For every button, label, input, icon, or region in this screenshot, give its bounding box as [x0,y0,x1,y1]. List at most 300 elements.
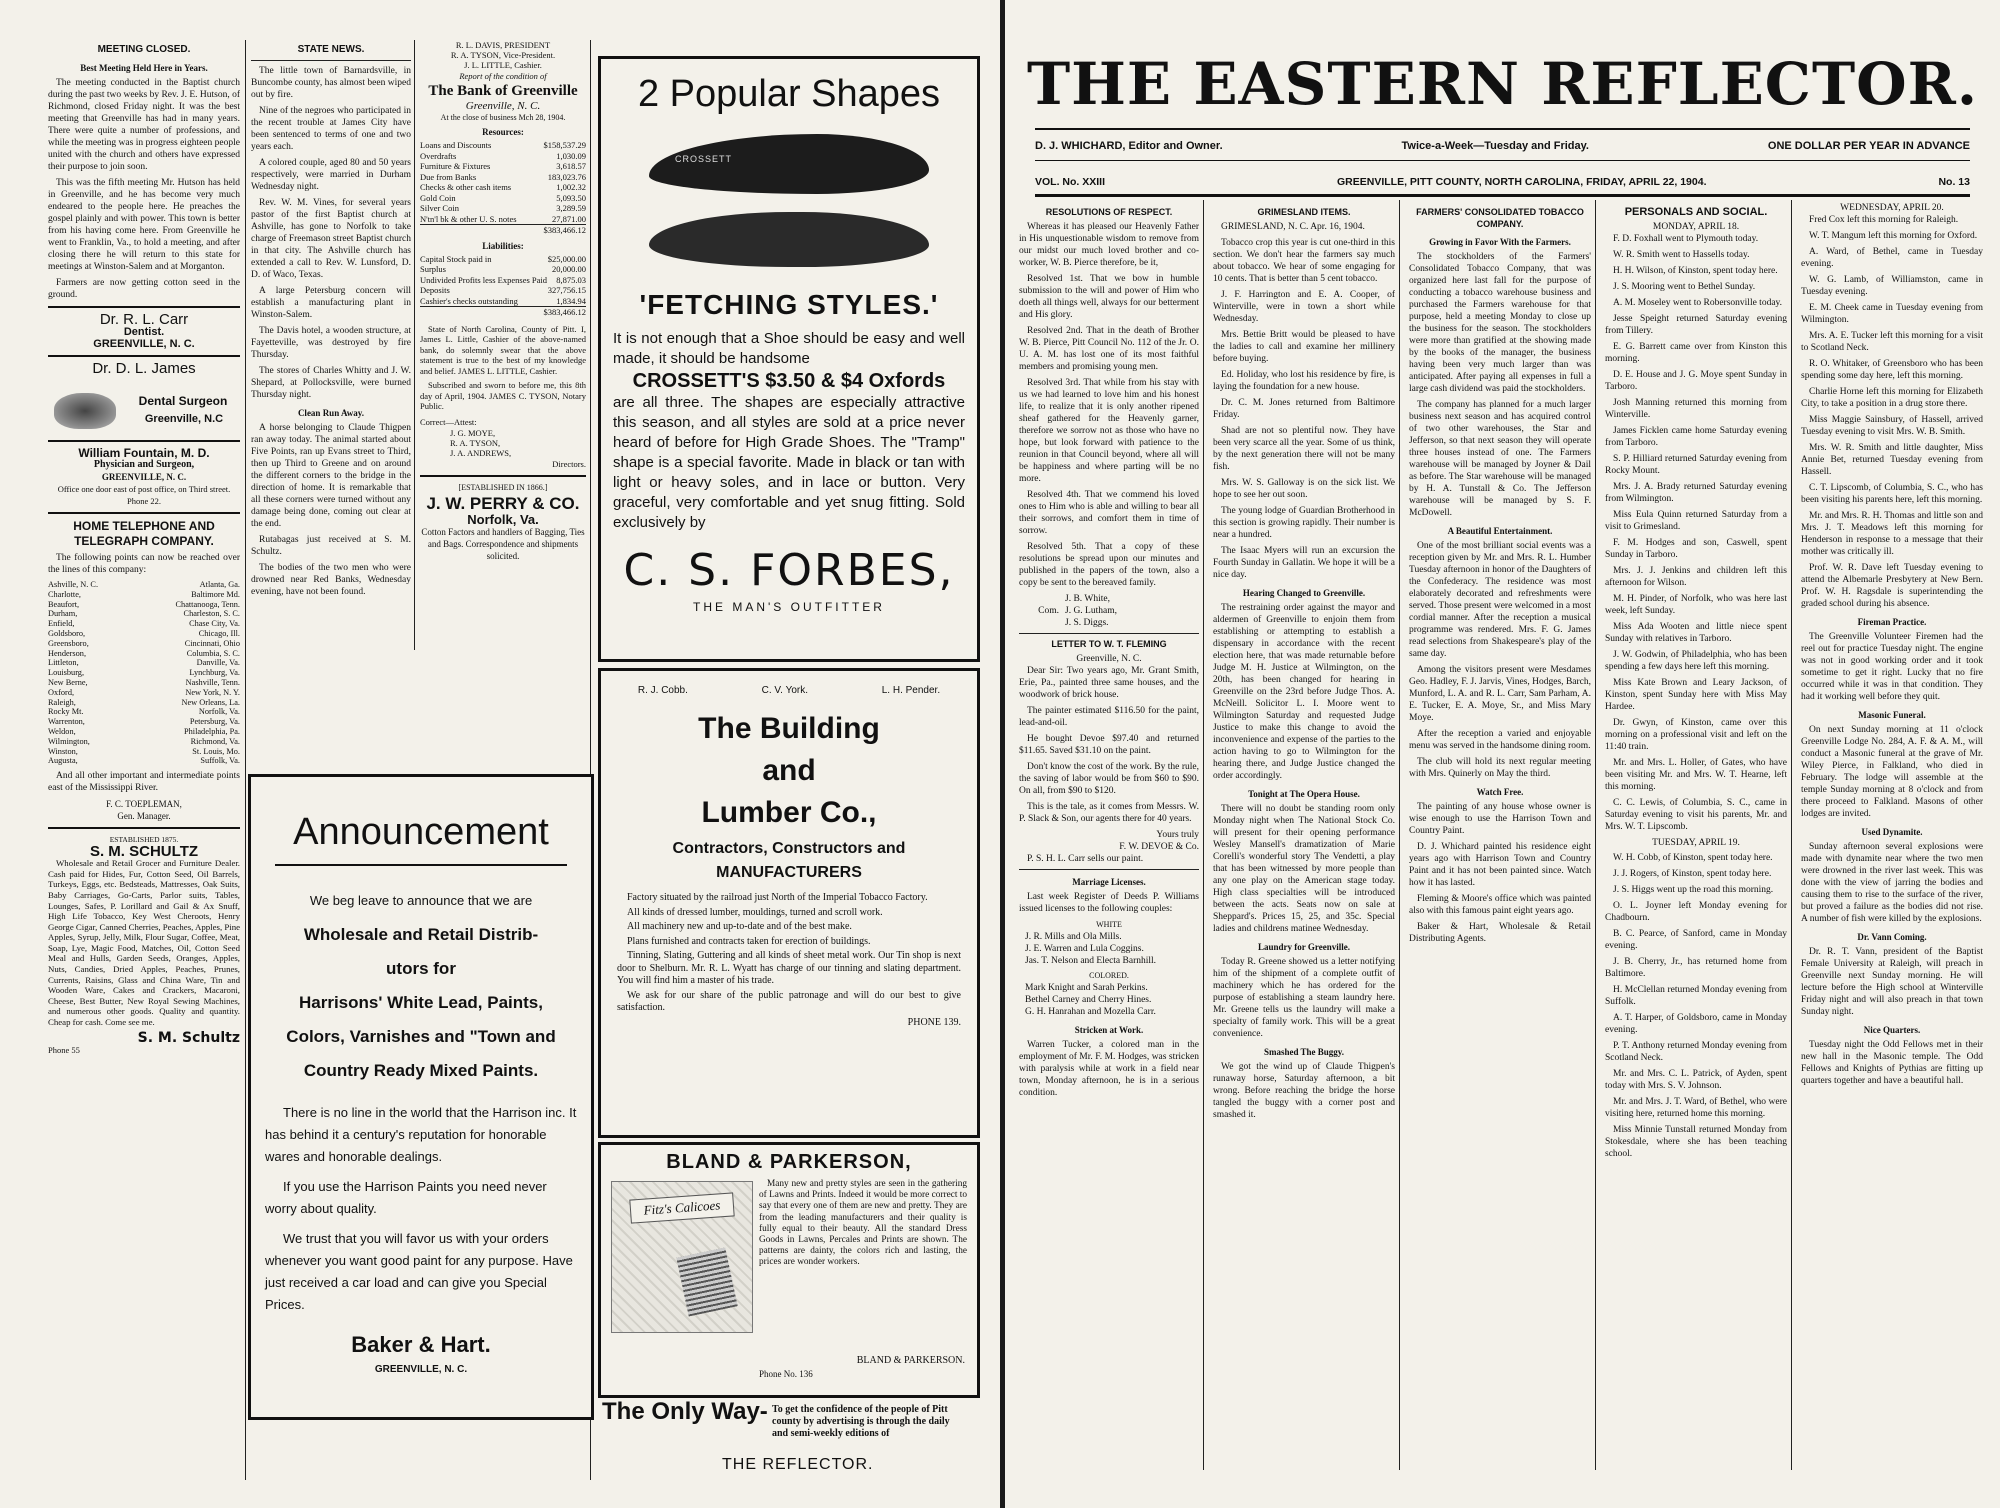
building-title-line: The Building [698,712,880,745]
announcement-line: We beg leave to announce that we are [309,893,533,908]
only-way-body: To get the confidence of the people of Pitt county by advertising is through the daily and semi-weekly editions of [772,1404,950,1439]
column-rule [1399,200,1400,1470]
column-rule [414,40,415,650]
quarters-heading: Nice Quarters. [1863,1025,1921,1035]
resolution-paragraph: Resolved 1st. That we bow in humble submission to the will and power of Him who doeth all things well, always for our betterment and His glory. [1019,274,1199,320]
divider [1019,633,1199,634]
personal-item: Miss Eula Quinn returned Saturday from a visit to Grimesland. [1605,510,1787,532]
committee-member: J. G. Lutham, [1065,606,1117,616]
card-carr [48,311,240,350]
total-value: $383,466.12 [543,225,586,235]
quarters-paragraph: Tuesday night the Odd Fellows met in their new hall in the Masonic temple. The Odd Fellows and Knights of Pythias are fitting up quarters together and have a beautiful hall. [1801,1040,1983,1086]
vann-paragraph: Dr. R. T. Vann, president of the Baptist Female University at Raleigh, will preach in Greenville next Sunday morning. He will lecture before the High school at Winterville Friday night and will also preach in that town Sunday night. [1801,947,1983,1017]
laundry-heading: Laundry for Greenville. [1258,942,1350,952]
committee-member: J. B. White, [1065,594,1110,604]
farmers-paragraph: The company has planned for a much larger business next season and has acquired control of two other warehouses, the Star and Jefferson, so that next season they will operate three houses instead of one. The Farmers warehouse will be managed by Joyner & Dail as before. The Star warehouse will be managed by H. A. Tunstall & Co. The Jefferson warehouse will be managed by S. F. McDowell. [1409,400,1591,518]
card-place: GREENVILLE, N. C. [93,338,195,350]
bank-officer: J. L. LITTLE, Cashier. [464,60,542,70]
bank-director: R. A. TYSON, [450,437,501,448]
bank-director: J. G. MOYE, [450,427,496,438]
resolution-paragraph: Resolved 4th. That we commend his loved ones to Him who is able and willing to bear all their sorrows, and comfort them in time of sorrow. [1019,490,1199,536]
city-list-left [48,580,98,766]
dynamite-heading: Used Dynamite. [1861,827,1923,837]
masthead-dateline: GREENVILLE, PITT COUNTY, NORTH CAROLINA, FRIDAY, APRIL 22, 1904. [1336,176,1707,188]
building-lumber-ad [598,668,980,1138]
forbes-title: 2 Popular Shapes [637,73,941,115]
left-column-1 [48,40,240,1490]
bolt-of-cloth-icon [676,1247,737,1316]
rutabagas-paragraph: Rutabagas just received at S. M. Schultz. [251,535,411,557]
personal-item: W. H. Cobb, of Kinston, spent today here. [1613,853,1773,863]
personal-item: D. E. House and J. G. Moye spent Sunday in Tarboro. [1605,370,1787,392]
letter-signer: F. W. DEVOE & Co. [1119,842,1199,852]
grimesland-paragraph: J. F. Harrington and E. A. Cooper, of Winterville, were in town a short while Wednesday. [1213,290,1395,324]
grimesland-paragraph: Shad are not so plentiful now. They have been very scarce all the year. Some of us think, by the next generation there will not be many fish. [1213,426,1395,472]
farmers-heading: FARMERS' CONSOLIDATED TOBACCO COMPANY. [1416,207,1584,229]
personal-item: W. R. Smith went to Hassells today. [1613,250,1750,260]
left-column-2 [251,40,411,630]
grimesland-paragraph: Tobacco crop this year is cut one-third in this section. We don't hear the farmers say much about tobacco. We hear of some engaging for 10 cents. That is better than 5 cent tobacco. [1213,238,1395,284]
marriage-heading: Marriage Licenses. [1072,877,1146,887]
state-news-item: The Davis hotel, a wooden structure, at Fayetteville, was destroyed by fire Thursday. [251,326,411,360]
bank-row-value: 1,002.32 [556,182,586,192]
city-item: Suffolk, Va. [200,756,240,766]
telephone-intro: The following points can now be reached over the lines of this company: [48,553,240,575]
bank-row [420,285,586,296]
marriage-couple: G. H. Hanrahan and Mozella Carr. [1025,1007,1156,1017]
announcement-line: Colors, Varnishes and "Town and [286,1027,556,1046]
personal-item: E. G. Barrett came over from Kinston this morning. [1605,342,1787,364]
personal-item: A. Ward, of Bethel, came in Tuesday evening. [1801,247,1983,269]
bank-oath: State of North Carolina, County of Pitt. I, James L. Little, Cashier of the above-named bank, do solemnly swear that the above statement is true to the best of my knowledge and belief. JAMES L. LITTLE, Cashier. [420,323,586,376]
city-item: Rocky Mt. [48,707,84,717]
visitors-paragraph: Among the visitors present were Mesdames Geo. Hadley, F. J. Jarvis, Vines, Hodges, Barch, Munford, L. A. and R. L. Carr, Sam Parham, A. E. Tucker, E. A. Moye, Sr., and Miss Mary Moye. [1409,665,1591,723]
hearing-heading: Hearing Changed to Greenville. [1242,588,1366,598]
personal-item: H. McClellan returned Monday evening from Suffolk. [1605,985,1787,1007]
personal-item: Mrs. A. E. Tucker left this morning for a visit to Scotland Neck. [1801,331,1983,353]
column-rule [1203,200,1204,1470]
city-item: Petersburg, Va. [189,717,240,727]
building-sub: Contractors, Constructors and [672,840,906,857]
opera-heading: Tonight at The Opera House. [1248,789,1360,799]
city-item: Atlanta, Ga. [199,580,240,589]
resources-table [420,140,586,224]
bank-row-label: Cashier's checks outstanding [420,295,518,306]
city-item: Wilmington, [48,736,90,746]
forbes-shoe-ad [598,56,980,662]
bank-row-label: Capital Stock paid in [420,253,492,264]
bank-row [420,275,586,286]
runaway-heading: Clean Run Away. [297,408,365,418]
bank-row [420,254,586,265]
card-james [48,360,240,435]
watch-heading: Watch Free. [1476,787,1524,797]
divider [48,306,240,308]
bank-row-label: Loans and Discounts [420,140,492,150]
state-news-item: Nine of the negroes who participated in the recent trouble at James City have been sentenced to terms of one and two years each. [251,106,411,152]
meeting-heading: MEETING CLOSED. [97,44,191,55]
city-item: Louisburg, [48,668,85,678]
building-paragraph: We ask for our share of the public patronage and will do our best to give satisfaction. [617,989,961,1013]
bank-row [420,296,586,307]
telephone-outro: And all other important and intermediate points east of the Mississippi River. [48,771,240,794]
perry-city: Norfolk, Va. [467,511,539,527]
liabilities-table [420,254,586,307]
grimesland-paragraph: The Isaac Myers will run an excursion the Fourth Sunday in Gallatin. We hope it will be a nice day. [1213,546,1395,580]
personal-item: Mr. and Mrs. J. T. Ward, of Bethel, who were visiting here, returned home this morning. [1605,1097,1787,1119]
masthead-title: THE EASTERN REFLECTOR. [1026,50,1979,118]
column-rule [1595,200,1596,1470]
bland-title: BLAND & PARKERSON, [666,1151,912,1173]
card-title: Dentist. [123,326,165,338]
right-newspaper-page [1005,0,2000,1508]
after-paragraph: After the reception a varied and enjoyable menu was served in the handsome dining room. [1409,729,1591,751]
masthead-date-row [1035,176,1970,188]
city-item: Greensboro, [48,638,89,648]
bland-sign: Fitz's Calicoes [629,1192,734,1223]
liabilities-total [420,306,586,318]
bank-row-value: 183,023.76 [547,171,586,182]
personal-item: A. M. Moseley went to Robersonville today. [1613,298,1783,308]
city-item: Enfield, [48,619,75,629]
bank-date: At the close of business Mch 28, 1904. [440,113,566,122]
right-column-5 [1801,202,1983,1470]
marriage-couple: Mark Knight and Sarah Perkins. [1025,983,1148,993]
bank-row [420,172,586,183]
building-officers [601,685,977,696]
personal-item: C. T. Lipscomb, of Columbia, S. C., who has been visiting his parents here, left this morning. [1801,483,1983,505]
marriage-white-list [1019,931,1199,967]
bank-row-label: Due from Banks [420,171,477,182]
schultz-body: Wholesale and Retail Grocer and Furniture Dealer. Cash paid for Hides, Fur, Cotton Seed, Oil Barrels, Turkeys, Eggs, etc. Bedsteads, Mattresses, Oak Suits, Baby Carriages, Go-Carts, Parlor suits, Tables, Lounges, Safes, P. Lorillard and Gail & Ax Snuff, High Life Tobacco, Key West Cheroots, Henry George Cigar, Canned Cherries, Peaches, Apples, Pine Apples, Syrup, Jelly, Milk, Flour Sugar, Coffee, Meat, Soap, Lye, Magic Food, Matches, Oil, Cotton Seed Meal and Hulls, Garden Seeds, Oranges, Apples, Nuts, Candies, Dried Apples, Peaches, Prunes, Currents, Raisins, Glass and China Ware, Tin and Wooden Ware, Cakes and Crackers, Macaroni, Cheese, Best Butter, New Royal Sewing Machines, and numerous other goods. Quality and quantity. Cheap for cash. Come see me. [48,858,240,1028]
masthead-rule [1035,194,1970,197]
city-item: Columbia, S. C. [186,648,240,658]
meeting-paragraph: This was the fifth meeting Mr. Hutson has held in Greenville, and he has become very much endeared to the people here. He preaches the gospel plainly and with power. This town is better from his having come here. From Greenville he went to Franklin, Va., to hold a meeting, and after closing there he will return to this state for meetings at Winston-Salem and at Morganton. [48,178,240,272]
bank-officer: R. L. DAVIS, PRESIDENT [455,40,551,50]
resolution-paragraph: Resolved 2nd. That in the death of Brother W. B. Pierce, Pitt Council No. 112 of the Jr. O. U. A. M. has lost one of its most faithful members and promising young men. [1019,326,1199,372]
meeting-subheading: Best Meeting Held Here in Years. [80,63,208,73]
city-item: Norfolk, Va. [198,707,240,717]
personal-item: W. G. Lamb, of Williamston, came in Tuesday evening. [1801,275,1983,297]
bland-parkerson-ad [598,1142,980,1398]
state-news-item: The little town of Barnardsville, in Buncombe county, has almost been wiped out by fire. [251,66,411,100]
personal-item: James Ficklen came home Saturday evening from Tarboro. [1605,426,1787,448]
meeting-paragraph: Farmers are now getting cotton seed in the ground. [48,278,240,300]
bank-row [420,140,586,151]
vann-heading: Dr. Vann Coming. [1857,932,1927,942]
city-item: Cincinnati, Ohio [184,638,240,648]
directors-list [420,428,586,458]
marriage-couple: Bethel Carney and Cherry Hines. [1025,995,1152,1005]
bank-director: J. A. ANDREWS, [450,447,512,458]
personal-item: Mrs. W. R. Smith and little daughter, Miss Annie Bet, returned Tuesday evening from Hassell. [1801,443,1983,477]
letter-heading: LETTER TO W. T. FLEMING [1051,639,1167,649]
bank-row-label: Gold Coin [420,192,456,203]
watch-paragraph: The painting of any house whose owner is wise enough to use the Harrison Town and Country Paint. [1409,802,1591,836]
building-phone: PHONE 139. [907,1016,961,1028]
divider [1019,869,1199,870]
letter-ps: P. S. H. L. Carr sells our paint. [1027,854,1144,864]
city-item: Littleton, [48,658,79,668]
only-way-paper: THE REFLECTOR. [722,1456,874,1473]
personal-item: J. J. Rogers, of Kinston, spent today here. [1613,869,1772,879]
masthead-schedule: Twice-a-Week—Tuesday and Friday. [1401,140,1589,152]
city-item: New Orleans, La. [181,697,240,707]
bank-row-label: Deposits [420,285,450,295]
marriage-intro: Last week Register of Deeds P. Williams issued licenses to the following couples: [1019,892,1199,914]
announcement-place: GREENVILLE, N. C. [374,1364,468,1375]
personal-item: S. P. Hilliard returned Saturday evening from Rocky Mount. [1605,454,1787,476]
state-news-item: A large Petersburg concern will establish a manufacturing plant in Winston-Salem. [251,286,411,320]
personal-item: C. C. Lewis, of Columbia, S. C., came in Saturday evening to visit his parents, Mr. and Mrs. W. T. Lipscomb. [1605,798,1787,832]
state-news-item: The stores of Charles Whitty and J. W. Shepard, at Pollocksville, were burned Thursday night. [251,366,411,400]
grimesland-paragraph: The young lodge of Guardian Brotherhood in this section is growing rapidly. Their number is near a hundred. [1213,506,1395,540]
state-news-items [251,65,411,401]
personal-item: Charlie Horne left this morning for Elizabeth City, to take a position in a drug store there. [1801,387,1983,409]
masthead-number: No. 13 [1938,176,1970,188]
divider [48,512,240,514]
bank-officer: R. A. TYSON, Vice-President. [450,50,556,60]
masonic-paragraph: On next Sunday morning at 11 o'clock Greenville Lodge No. 284, A. F. & A. M., will conduct a Masonic funeral at the grave of Mr. Wiley Pierce, in Falkland, who died in February. The lodge will assemble at the temple Sunday morning at 8 o'clock and from there proceed to Falkland. Masons of other lodges are invited. [1801,725,1983,819]
perry-body: Cotton Factors and handlers of Bagging, Ties and Bags. Correspondence and shipments solicited. [421,526,585,561]
resolution-paragraph: Resolved 3rd. That while from his stay with us we had learned to love him and his honest life, to realize that it is only another ripened sheaf gathered for the Heavenly garner, therefore we sorrow not as those who have no hope, but look forward with patience to the reunion in that Council beyond, where all will be happiness and where parting will be no more. [1019,378,1199,484]
bank-row-value: 3,618.57 [556,161,586,171]
committee-list [1065,593,1117,629]
state-news-item: Rev. W. M. Vines, for several years pastor of the first Baptist church at Ashville, has gone to Norfolk to take charge of Freemason street Baptist church in that city. The Ashville church has extended a call to Rev. W. Lunsford, D. D. of Waco, Texas. [251,198,411,280]
forbes-crossett: CROSSETT'S $3.50 & $4 Oxfords [632,370,946,392]
bank-row-value: 5,093.50 [556,192,586,203]
club-paragraph: The club will hold its next regular meeting with Mrs. Quinerly on May the third. [1409,757,1591,779]
city-item: Baltimore Md. [191,589,240,599]
masthead-rule [1035,128,1970,130]
bank-row-value: 1,030.09 [556,150,586,161]
personal-item: J. B. Cherry, Jr., has returned home from Baltimore. [1605,957,1787,979]
laundry-paragraph: Today R. Greene showed us a letter notifying him of the shipment of a complete outfit of machinery which he has ordered for the purpose of establishing a steam laundry here. Mr. Greene tells us the laundry will make a specialty of family work. This will be a great convenience. [1213,957,1395,1039]
card-name: Dr. D. L. James [92,360,196,377]
city-item: Oxford, [48,687,75,697]
bank-row [420,182,586,193]
personal-item: B. C. Pearce, of Sanford, came in Monday evening. [1605,929,1787,951]
personal-item: A. T. Harper, of Goldsboro, came in Monday evening. [1605,1013,1787,1035]
bank-report: Report of the condition of [459,71,547,81]
tooth-icon [54,393,116,429]
city-item: Chattanooga, Tenn. [175,599,240,609]
bank-row [420,193,586,204]
marriage-colored-list [1019,982,1199,1018]
city-item: Henderson, [48,648,87,658]
personals-heading: PERSONALS AND SOCIAL. [1624,206,1768,218]
right-column-3 [1409,202,1591,1470]
calico-shop-illustration [611,1181,753,1333]
resources-total [420,224,586,236]
bank-row-value: $158,537.29 [543,140,586,150]
fireman-paragraph: The Greenville Volunteer Firemen had the reel out for practice Tuesday night. The engine was not in good working order and it took sometime to get it right. Lucky that no fire occurred while it was in that condition. They had it working well before they quit. [1801,632,1983,702]
runaway-paragraph: A horse belonging to Claude Thigpen ran away today. The animal started about Five Points, ran up Evans street to Third, then up Third to Greene and on around the different corners to the bridge in the direction of home. It is remarkable that all these corners were turned without any damage being done, coming out clear at the end. [251,423,411,529]
schultz-signature: S. M. Schultz [137,1029,240,1046]
masthead-price: ONE DOLLAR PER YEAR IN ADVANCE [1767,140,1970,152]
letter-paragraph: Don't know the cost of the work. By the rule, the saving of labor would be from $60 to $90. On all, from $90 to $120. [1019,762,1199,796]
card-place: Greenville, N.C [144,413,224,425]
announcement-ad [248,774,594,1420]
perry-established: [ESTABLISHED IN 1866.] [458,482,548,492]
letter-paragraph: Dear Sir: Two years ago, Mr. Grant Smith, Erie, Pa., painted three same houses, and the woodwork of brick house. [1019,666,1199,700]
personal-item: Miss Maggie Sainsbury, of Hassell, arrived Tuesday evening to visit Mrs. W. B. Smith. [1801,415,1983,437]
divider [275,864,567,866]
building-title [601,708,977,834]
personal-item: J. W. Godwin, of Philadelphia, who has been spending a few days here left this morning. [1605,650,1787,672]
personal-item: Josh Manning returned this morning from Winterville. [1605,398,1787,420]
announcement-title: Announcement [293,811,549,853]
building-copy [601,882,977,1029]
masthead-rule [1035,160,1970,161]
telephone-signer: F. C. TOEPLEMAN, [106,799,182,810]
masthead-editor-row [1035,140,1970,152]
resolutions-heading: RESOLUTIONS OF RESPECT. [1045,207,1173,217]
farmers-paragraph: The stockholders of the Farmers' Consolidated Tobacco Company, that was organized here last fall for the purpose of conducting a tobacco warehouse business and purchased the Farmers warehouse for that purpose, held a meeting Monday to close up the business for the season. The stockholders were more than gratified at the showing made by the books of the manager, the business having been very much larger than was anticipated. After paying all expenses in full a large cash dividend was paid the stockholders. [1409,252,1591,394]
bank-row-label: Furniture & Fixtures [420,161,491,171]
announcement-line: utors for [386,959,456,978]
personal-item: O. L. Joyner left Monday evening for Chadbourn. [1605,901,1787,923]
city-item: Chicago, Ill. [198,628,240,638]
divider [48,827,240,829]
personal-item: E. M. Cheek came in Tuesday evening from Wilmington. [1801,303,1983,325]
masthead-volume: VOL. No. XXIII [1035,176,1106,188]
bank-row-value: 27,871.00 [552,213,586,224]
resources-heading: Resources: [482,127,524,137]
bank-statement [420,40,586,640]
card-title: Physician and Surgeon, [93,459,195,470]
personal-item: J. S. Higgs went up the road this morning. [1613,885,1774,895]
city-item: Charlotte, [48,589,81,599]
bank-row-label: N'tn'l bk & other U. S. notes [420,213,517,224]
shoe-sole-icon [649,212,929,267]
building-title-line: Lumber Co., [701,796,877,829]
stricken-paragraph: Warren Tucker, a colored man in the employment of Mr. F. M. Hodges, was stricken with paralysis while at work in a field near town, Monday afternoon, he is in a serious condition. [1019,1040,1199,1098]
right-column-4 [1605,202,1787,1470]
personal-item: F. M. Hodges and son, Caswell, spent Sunday in Tarboro. [1605,538,1787,560]
personal-item: H. H. Wilson, of Kinston, spent today here. [1613,266,1778,276]
marriage-couple: J. E. Warren and Lula Coggins. [1025,944,1144,954]
personals-monday-list [1605,233,1787,833]
tuesday-heading: TUESDAY, APRIL 19. [1652,838,1740,848]
bland-phone: Phone No. 136 [759,1369,813,1379]
marriage-white-label: WHITE [1096,920,1122,929]
announcement-lines [251,884,591,1088]
stricken-heading: Stricken at Work. [1074,1025,1144,1035]
wednesday-heading: WEDNESDAY, APRIL 20. [1840,203,1944,213]
bank-row-value: 3,289.59 [556,203,586,213]
building-officer: L. H. Pender. [881,685,941,696]
bland-signoff: BLAND & PARKERSON. [856,1355,965,1366]
bank-row-label: Surplus [420,264,446,274]
grimesland-paragraph: Mrs. Bettie Britt would be pleased to have the ladies to call and examine her millinery before buying. [1213,330,1395,364]
bank-row-label: Silver Coin [420,203,459,213]
bank-officers [420,40,586,70]
city-list [48,580,240,766]
building-title-line: and [762,754,816,787]
card-name: William Fountain, M. D. [78,446,210,460]
bland-body: Many new and pretty styles are seen in the gathering of Lawns and Prints. Indeed it would be more correct to say that every one of them are new and pretty. They are from the leading manufacturers and their quality is fully equal to their beauty. All the standard Dress Goods in Lawns, Percales and Prints are shown. The patterns are dainty, the colors rich and lasting, the prices are wonder workers. [759,1179,967,1268]
right-column-1 [1019,202,1199,1470]
meeting-paragraph: The meeting conducted in the Baptist church during the past two weeks by Rev. J. E. Hutson, of Richmond, closed Friday night. It was the best meeting that Greenville has had in many years. There were quite a number of professions, and while the meeting was in progress eighteen people united with the church and others have expressed their purpose to join soon. [48,78,240,172]
marriage-colored-label: COLORED. [1089,971,1129,980]
buggy-paragraph: We got the wind up of Claude Thigpen's runaway horse, Saturday afternoon, a bit wrong. Before reaching the bridge the horse tangled the buggy with a corner post and smashed it. [1213,1062,1395,1120]
column-rule [245,40,246,1480]
card-name: Dr. R. L. Carr [99,311,189,328]
forbes-copy [601,321,977,533]
resolution-paragraph: Resolved 5th. That a copy of these resolutions be spread upon our minutes and published in the papers of the town, also a copy be sent to the bereaved family. [1019,542,1199,588]
schultz-phone: Phone 55 [48,1044,80,1055]
city-item: Goldsboro, [48,628,86,638]
directors-label: Directors. [552,458,586,469]
announcement-paragraph: If you use the Harrison Paints you need never worry about quality. [265,1179,547,1216]
forbes-tagline: THE MAN'S OUTFITTER [693,600,885,614]
announcement-line: Harrisons' White Lead, Paints, [299,993,543,1012]
bank-row-value: 8,875.03 [556,274,586,285]
building-paragraph: All machinery new and up-to-date and of the best make. [627,921,852,932]
committee-member: J. S. Diggs. [1065,618,1109,628]
building-officer: R. J. Cobb. [637,685,688,696]
announcement-paragraph: There is no line in the world that the Harrison inc. It has behind it a century's reputation for honorable wares and honorable dealings. [265,1105,577,1164]
telephone-signer-title: Gen. Manager. [117,811,171,822]
personal-item: Mr. and Mrs. C. L. Patrick, of Ayden, spent today with Mrs. S. V. Johnson. [1605,1069,1787,1091]
letter-paragraph: He bought Devoe $97.40 and returned $11.65. Saved $31.10 on the paint. [1019,734,1199,756]
bank-row-value: 20,000.00 [552,264,586,274]
only-way-title: The Only Way- [602,1398,768,1425]
city-item: Ashville, N. C. [48,580,99,589]
city-item: Warrenton, [48,717,85,727]
masthead-editor: D. J. WHICHARD, Editor and Owner. [1035,140,1223,152]
personal-item: P. T. Anthony returned Monday evening from Scotland Neck. [1605,1041,1787,1063]
personal-item: Miss Kate Brown and Leary Jackson, of Kinston, spent Sunday here with Miss May Hardee. [1605,678,1787,712]
announcement-line: Wholesale and Retail Distrib- [303,925,539,944]
city-item: Nashville, Tenn. [185,677,240,687]
grimesland-paragraph: Dr. C. M. Jones returned from Baltimore Friday. [1213,398,1395,420]
city-item: Lynchburg, Va. [189,668,240,678]
letter-close: Yours truly [1156,830,1199,840]
personal-item: Fred Cox left this morning for Raleigh. [1809,215,1959,225]
farmers-subheading: Growing in Favor With the Farmers. [1429,237,1571,247]
telephone-ad [48,519,240,822]
building-sub2: MANUFACTURERS [716,864,862,881]
personal-item: J. S. Mooring went to Bethel Sunday. [1613,282,1756,292]
forbes-paragraph: are all three. The shapes are especially attractive this season, and all styles are sold at a price never heard of before for High Grade Shoes. The "Tramp" shape is a special favorite. Made in black or tan with light or heavy soles, and in lace or button. Very graceful, very comfortable and yet snug fitting. Sold exclusively by [613,394,965,531]
building-paragraph: Plans furnished and contracts taken for erection of buildings. [627,935,871,947]
bank-name: The Bank of Greenville [428,83,578,99]
divider [48,355,240,357]
building-officer: C. V. York. [761,685,808,696]
city-item: Danville, Va. [196,658,240,668]
bank-row-label: Undivided Profits less Expenses Paid [420,274,548,285]
personal-item: Mr. and Mrs. R. H. Thomas and little son and Mrs. J. T. Meadows left this morning for Henderson in response to a message that their mother was critically ill. [1801,511,1983,557]
personal-item: M. H. Pinder, of Norfolk, who was here last week, left Sunday. [1605,594,1787,616]
marriage-couple: J. R. Mills and Ola Mills. [1025,932,1122,942]
personal-item: Prof. W. R. Dave left Tuesday evening to attend the Albemarle Presbytery at New Bern. Prof. W. H. Ragsdale is superintending the graded school during his absence. [1801,563,1983,609]
personal-item: Miss Ada Wooten and little niece spent Sunday with relatives in Tarboro. [1605,622,1787,644]
hearing-paragraph: The restraining order against the mayor and aldermen of Greenville to enjoin them from establishing or attempting to establish a dispensary in accordance with the recent election here, that was made returnable before Judge M. H. Justice at Wilmington, on the 20th, has been changed for hearing in Greenville on the 23rd before Judge Thos. A. McNeill. Solicitor L. I. Moore went to Wilmington Saturday and requested Judge Justice to make this change to avoid the inconvenience and expense of the parties to the action having to go to Wilmington for the hearing there, and Judge Justice changed the order accordingly. [1213,603,1395,781]
building-paragraph: All kinds of dressed lumber, mouldings, turned and scroll work. [627,906,883,918]
monday-heading: MONDAY, APRIL 18. [1652,222,1740,232]
letter-paragraph: This is the tale, as it comes from Messrs. W. P. Slack & Son, our agents there for 40 years. [1019,802,1199,824]
grimesland-paragraph: Mrs. W. S. Galloway is on the sick list. We hope to see her out soon. [1213,478,1395,500]
personal-item: Dr. Gwyn, of Kinston, came over this morning on a professional visit and left on the 11:40 train. [1605,718,1787,752]
city-item: St. Louis, Mo. [192,746,240,756]
schultz-established: ESTABLISHED 1875. [109,835,179,845]
state-news-heading: STATE NEWS. [297,44,365,55]
personal-item: Mrs. J. A. Brady returned Saturday evening from Wilmington. [1605,482,1787,504]
city-item: New Berne, [48,677,88,687]
masonic-heading: Masonic Funeral. [1858,710,1926,720]
